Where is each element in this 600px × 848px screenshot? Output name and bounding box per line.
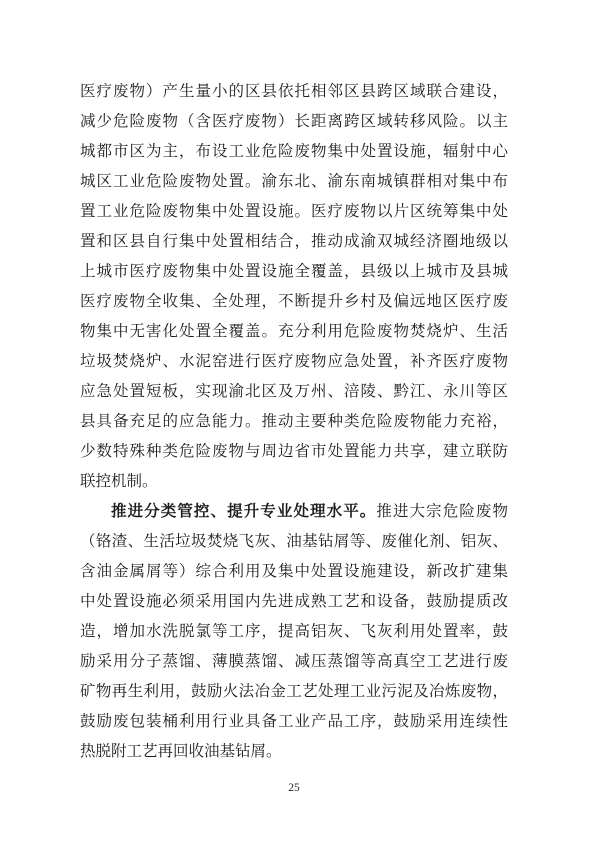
body-line: 励采用分子蒸馏、薄膜蒸馏、减压蒸馏等高真空工艺进行废 bbox=[80, 653, 508, 670]
body-line: 上城市医疗废物集中处置设施全覆盖，县级以上城市及县城 bbox=[80, 263, 508, 280]
body-line: 置工业危险废物集中处置设施。医疗废物以片区统筹集中处 bbox=[80, 203, 508, 220]
body-line: 造，增加水洗脱氯等工序，提高铝灰、飞灰利用处置率，鼓 bbox=[80, 623, 508, 640]
body-line: 城区工业危险废物处置。渝东北、渝东南城镇群相对集中布 bbox=[80, 173, 508, 190]
paragraph-2 bbox=[80, 497, 508, 767]
body-line: 垃圾焚烧炉、水泥窑进行医疗废物应急处置，补齐医疗废物 bbox=[80, 353, 508, 370]
paragraph-1 bbox=[80, 77, 508, 497]
body-line bbox=[80, 497, 508, 527]
body-text: 推进大宗危险废物 bbox=[376, 503, 508, 520]
page-number: 25 bbox=[288, 782, 300, 794]
body-line: 少数特殊种类危险废物与周边省市处置能力共享，建立联防 bbox=[80, 443, 508, 460]
body-line: 物集中无害化处置全覆盖。充分利用危险废物焚烧炉、生活 bbox=[80, 323, 508, 340]
body-line: 鼓励废包装桶利用行业具备工业产品工序，鼓励采用连续性 bbox=[80, 713, 508, 730]
body-text-block bbox=[80, 77, 508, 767]
body-line: 矿物再生利用，鼓励火法冶金工艺处理工业污泥及冶炼废物， bbox=[80, 683, 508, 700]
body-line: 医疗废物）产生量小的区县依托相邻区县跨区域联合建设， bbox=[80, 83, 508, 100]
body-line: 置和区县自行集中处置相结合，推动成渝双城经济圈地级以 bbox=[80, 233, 508, 250]
body-line: 城都市区为主，布设工业危险废物集中处置设施，辐射中心 bbox=[80, 143, 508, 160]
body-line: 中处置设施必须采用国内先进成熟工艺和设备，鼓励提质改 bbox=[80, 593, 508, 610]
body-line: 热脱附工艺再回收油基钻屑。 bbox=[80, 743, 282, 760]
body-line: 应急处置短板，实现渝北区及万州、涪陵、黔江、永川等区 bbox=[80, 383, 508, 400]
body-line: 含油金属屑等）综合利用及集中处置设施建设，新改扩建集 bbox=[80, 563, 508, 580]
body-line: 减少危险废物（含医疗废物）长距离跨区域转移风险。以主 bbox=[80, 113, 508, 130]
body-line: 县具备充足的应急能力。推动主要种类危险废物能力充裕， bbox=[80, 413, 508, 430]
body-line: （铬渣、生活垃圾焚烧飞灰、油基钻屑等、废催化剂、铝灰、 bbox=[80, 533, 508, 550]
body-line: 医疗废物全收集、全处理，不断提升乡村及偏远地区医疗废 bbox=[80, 293, 508, 310]
bold-lead-sentence: 推进分类管控、提升专业处理水平。 bbox=[111, 503, 377, 520]
body-line: 联控机制。 bbox=[80, 473, 158, 490]
